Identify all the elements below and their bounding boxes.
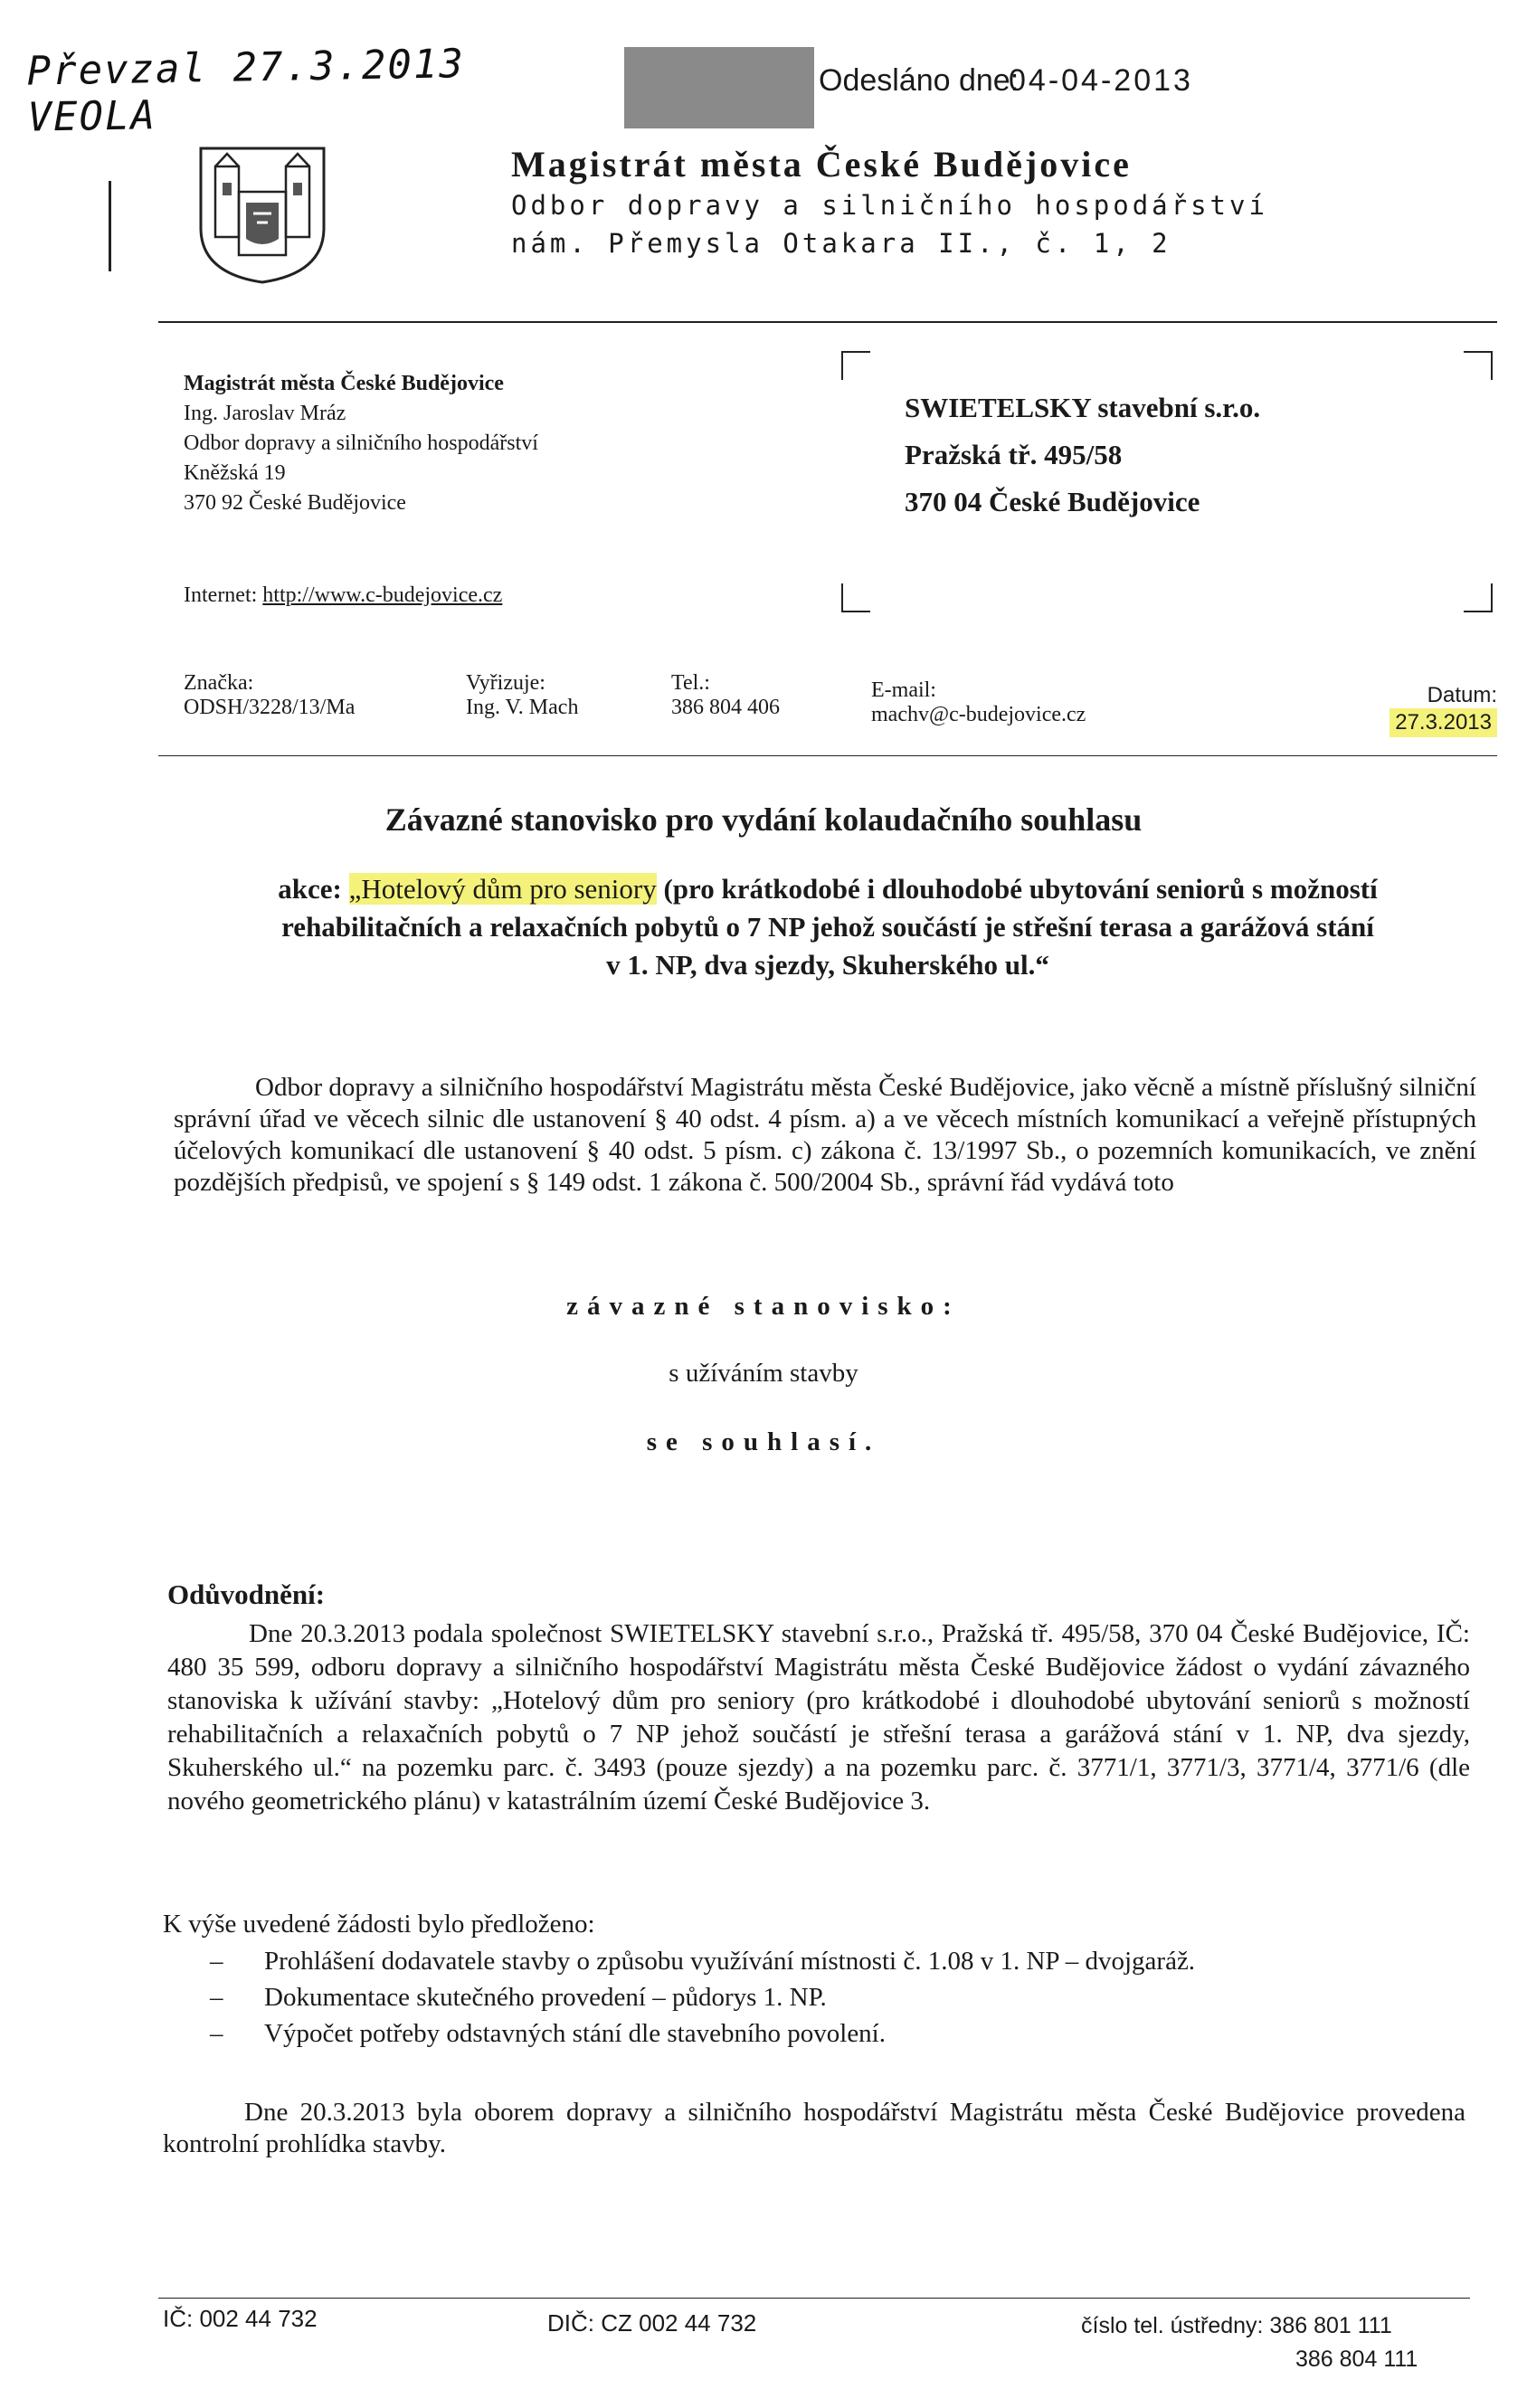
sender-line-name: Ing. Jaroslav Mráz — [184, 402, 346, 425]
sent-date: 04-04-2013 — [1009, 63, 1193, 98]
handler-value: Ing. V. Mach — [466, 696, 579, 719]
recipient-block — [905, 384, 1465, 526]
office-address: nám. Přemysla Otakara II., č. 1, 2 — [511, 228, 1171, 259]
sender-line-street: Kněžská 19 — [184, 461, 286, 485]
date-label: Datum: — [1427, 683, 1497, 707]
handwritten-receipt-note: Převzal 27.3.2013 VEOLA — [26, 41, 466, 141]
footer-divider — [158, 2298, 1470, 2299]
date-value: 27.3.2013 — [1389, 708, 1497, 737]
inspection-paragraph: Dne 20.3.2013 byla oborem dopravy a silničního hospodářství Magistrátu města České Budějovice provedena kontrolní prohlídka stavby. — [163, 2098, 1465, 2158]
decision-heading: závazné stanovisko: — [566, 1292, 961, 1321]
city-coat-of-arms-icon — [190, 137, 335, 287]
handler-label: Vyřizuje: — [466, 671, 545, 695]
attachment-item: – Výpočet potřeby odstavných stání dle stavebního povolení. — [210, 2015, 1476, 2052]
meta-divider — [158, 755, 1497, 756]
recipient-street: Pražská tř. 495/58 — [905, 439, 1123, 470]
window-bracket-tr — [1464, 351, 1493, 380]
sent-label: Odesláno dne: — [819, 63, 1020, 98]
action-line-1 — [163, 870, 1493, 908]
footer-phone-1: číslo tel. ústředny: 386 801 111 — [1081, 2313, 1392, 2338]
margin-mark — [109, 181, 111, 271]
window-bracket-bl — [841, 583, 870, 612]
attachments-intro: K výše uvedené žádosti bylo předloženo: — [163, 1910, 595, 1939]
sender-line-department: Odbor dopravy a silničního hospodářství — [184, 431, 538, 455]
sender-block — [184, 369, 690, 518]
meta-email — [871, 678, 1086, 727]
sender-line-city: 370 92 České Budějovice — [184, 491, 406, 515]
attachment-item: – Dokumentace skutečného provedení – půdorys 1. NP. — [210, 1979, 1476, 2015]
sender-line-office: Magistrát města České Budějovice — [184, 372, 504, 395]
action-highlight: „Hotelový dům pro seniory — [348, 873, 657, 905]
recipient-city: 370 04 České Budějovice — [905, 486, 1200, 517]
action-rest: (pro krátkodobé i dlouhodobé ubytování seniorů s možností — [656, 873, 1378, 905]
window-bracket-tl — [841, 351, 870, 380]
email-value: machv@c-budejovice.cz — [871, 703, 1086, 726]
attachments-list — [210, 1943, 1476, 2052]
reasoning-paragraph: Dne 20.3.2013 podala společnost SWIETELSKY stavební s.r.o., Pražská tř. 495/58, 370 04 České Budějovice, IČ: 480 35 599, odboru dopravy a silničního hospodářství Magistrátu města České Budějovice žádost o vydání závazného stanoviska k užívání stavby: „Hotelový dům pro seniory (pro krátkodobé i dlouhodobé ubytování seniorů s možností rehabilitačních a relaxačních pobytů o 7 NP jehož součástí je střešní terasa a garážová stání v 1. NP, dva sjezdy, Skuherského ul.“ na pozemku parc. č. 3493 (pouze sjezdy) a na pozemku parc. č. 3771/1, 3771/3, 3771/4, 3771/6 (dle nového geometrického plánu) v katastrálním území České Budějovice 3. — [167, 1619, 1470, 1815]
internet-label: Internet: — [184, 583, 258, 607]
header-divider — [158, 321, 1497, 323]
intro-paragraph: Odbor dopravy a silničního hospodářství Magistrátu města České Budějovice, jako věcně a místně příslušný silniční správní úřad ve věcech silnic dle ustanovení § 40 odst. 4 písm. a) a ve věcech místních komunikací a veřejně přístupných účelových komunikací dle ustanovení § 40 odst. 5 písm. c) zákona č. 13/1997 Sb., o pozemních komunikacích, ve znění pozdějších předpisů, ve spojení s § 149 odst. 1 zákona č. 500/2004 Sb., správní řád vydává toto — [174, 1073, 1476, 1197]
action-line-2: rehabilitačních a relaxačních pobytů o 7 NP jehož součástí je střešní terasa a garážová stání — [281, 911, 1374, 943]
footer-dic: DIČ: CZ 002 44 732 — [547, 2309, 757, 2337]
reference-label: Značka: — [184, 671, 254, 695]
reference-value: ODSH/3228/13/Ma — [184, 696, 356, 719]
meta-date — [1361, 683, 1497, 737]
attachment-item: – Prohlášení dodavatele stavby o způsobu využívání místnosti č. 1.08 v 1. NP – dvojgaráž. — [210, 1943, 1476, 1979]
recipient-name: SWIETELSKY stavební s.r.o. — [905, 392, 1261, 423]
meta-phone — [671, 671, 780, 720]
action-line-3: v 1. NP, dva sjezdy, Skuherského ul.“ — [606, 949, 1049, 981]
meta-handler — [466, 671, 578, 720]
office-department: Odbor dopravy a silničního hospodářství — [511, 190, 1268, 221]
phone-label: Tel.: — [671, 671, 710, 695]
phone-value: 386 804 406 — [671, 696, 780, 719]
action-prefix: akce: — [278, 873, 349, 905]
decision-result: se souhlasí. — [646, 1427, 881, 1456]
reasoning-heading: Odůvodnění: — [167, 1578, 326, 1610]
internet-line — [184, 581, 502, 611]
action-description — [163, 870, 1493, 984]
footer-phone-2: 386 804 111 — [1295, 2346, 1418, 2372]
office-name: Magistrát města České Budějovice — [511, 144, 1132, 185]
meta-reference — [184, 671, 355, 720]
internet-link[interactable]: http://www.c-budejovice.cz — [262, 583, 503, 607]
email-label: E-mail: — [871, 678, 936, 702]
window-bracket-br — [1464, 583, 1493, 612]
decision-line: s užíváním stavby — [669, 1359, 858, 1388]
redaction-box — [624, 47, 814, 128]
footer-ic: IČ: 002 44 732 — [163, 2305, 318, 2332]
document-title: Závazné stanovisko pro vydání kolaudačního souhlasu — [384, 801, 1143, 838]
